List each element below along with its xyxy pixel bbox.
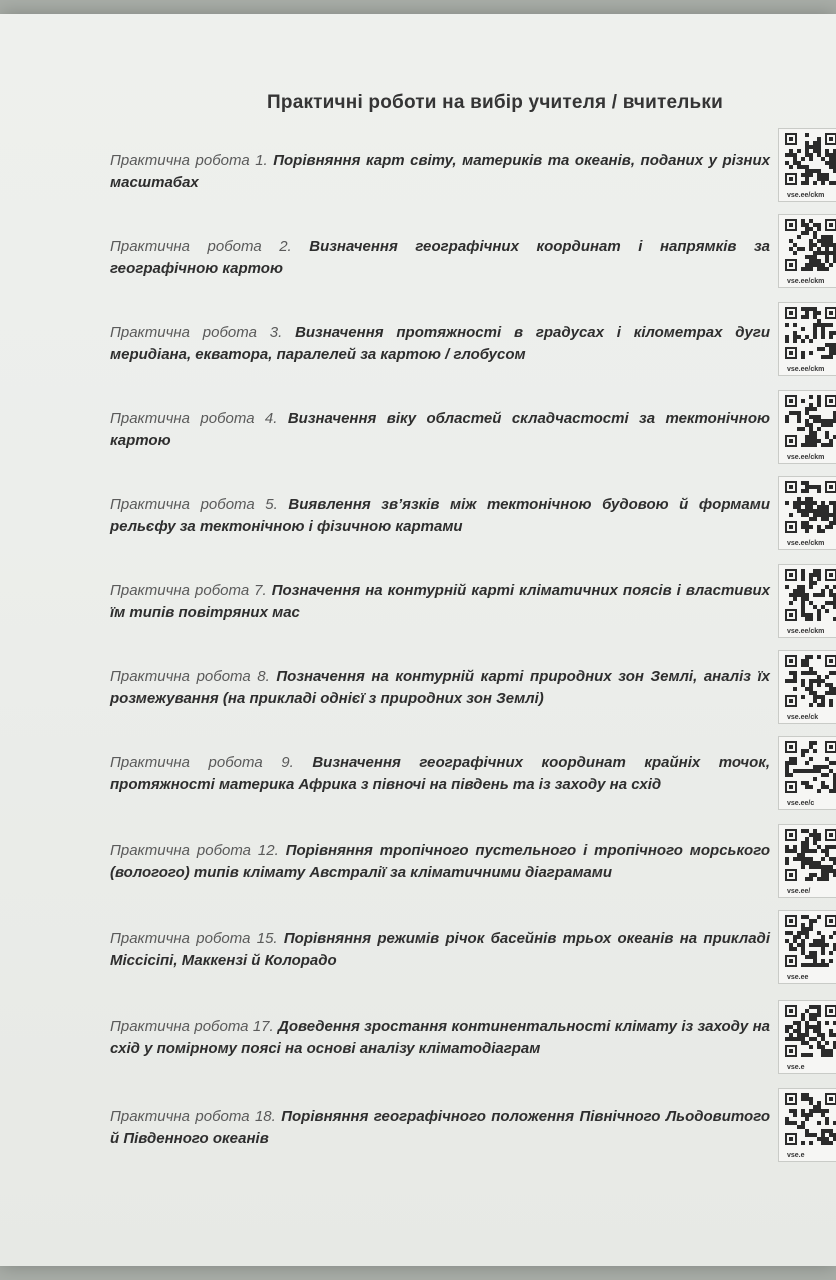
list-item <box>110 1016 770 1060</box>
work-number: Практична робота 5. <box>110 496 278 513</box>
qr-code[interactable] <box>778 564 836 638</box>
qr-code-icon <box>785 219 836 271</box>
qr-link-label: vse.e <box>787 1152 805 1159</box>
list-item <box>110 928 770 972</box>
work-title: Порівняння тропічного пустельного і тропічного морського (вологого) типів клімату Австралії за кліматичними діаграмами <box>110 842 771 881</box>
qr-link-label: vse.ee/ckm <box>787 192 825 199</box>
qr-code[interactable] <box>778 302 836 376</box>
qr-code[interactable] <box>778 736 836 810</box>
list-item <box>110 150 770 194</box>
list-item <box>110 666 770 710</box>
list-item <box>110 840 770 884</box>
work-number: Практична робота 15. <box>110 930 278 947</box>
qr-code[interactable] <box>778 390 836 464</box>
qr-code[interactable] <box>778 476 836 550</box>
qr-link-label: vse.ee/ckm <box>787 454 825 461</box>
list-item <box>110 322 770 366</box>
qr-code-icon <box>785 655 836 707</box>
qr-code-icon <box>785 829 836 881</box>
work-title: Порівняння режимів річок басейнів трьох океанів на прикладі Міссісіпі, Маккензі й Колорадо <box>110 930 770 969</box>
qr-link-label: vse.ee/ck <box>787 714 819 721</box>
work-number: Практична робота 9. <box>110 754 294 771</box>
work-number: Практична робота 2. <box>110 238 292 255</box>
list-item <box>110 236 770 280</box>
document-page <box>0 14 836 1266</box>
qr-code-icon <box>785 741 836 793</box>
qr-link-label: vse.ee/ckm <box>787 628 825 635</box>
qr-code[interactable] <box>778 824 836 898</box>
qr-link-label: vse.ee/ <box>787 888 811 895</box>
work-number: Практична робота 12. <box>110 842 279 859</box>
qr-link-label: vse.ee/ckm <box>787 278 825 285</box>
work-title: Визначення географічних координат і напрямків за географічною картою <box>110 238 770 277</box>
page-title: Практичні роботи на вибір учителя / вчительки <box>267 92 723 113</box>
qr-code-icon <box>785 569 836 621</box>
qr-code[interactable] <box>778 214 836 288</box>
qr-code-icon <box>785 307 836 359</box>
list-item <box>110 494 770 538</box>
work-title: Позначення на контурній карті природних зон Землі, аналіз їх розмежування (на прикладі однієї з природних зон Землі) <box>110 668 770 707</box>
qr-code-icon <box>785 915 836 967</box>
qr-link-label: vse.ee/c <box>787 800 815 807</box>
qr-code-icon <box>785 395 836 447</box>
work-number: Практична робота 17. <box>110 1018 274 1035</box>
list-item <box>110 1106 770 1150</box>
work-title: Порівняння карт світу, материків та океанів, поданих у різних масштабах <box>110 152 770 191</box>
work-title: Визначення віку областей складчастості за тектонічною картою <box>110 410 770 449</box>
list-item <box>110 752 770 796</box>
list-item <box>110 408 770 452</box>
qr-code[interactable] <box>778 1000 836 1074</box>
qr-code[interactable] <box>778 650 836 724</box>
work-number: Практична робота 7. <box>110 582 267 599</box>
qr-code-icon <box>785 1093 836 1145</box>
list-item <box>110 580 770 624</box>
qr-code-icon <box>785 481 836 533</box>
work-title: Визначення протяжності в градусах і кілометрах дуги меридіана, екватора, паралелей за картою / глобусом <box>110 324 771 363</box>
qr-code-icon <box>785 133 836 185</box>
qr-code-icon <box>785 1005 836 1057</box>
qr-code[interactable] <box>778 1088 836 1162</box>
work-title: Виявлення зв’язків між тектонічною будовою й формами рельєфу за тектонічною і фізичною картами <box>110 496 771 535</box>
work-title: Порівняння географічного положення Північного Льодовитого й Південного океанів <box>110 1108 770 1147</box>
qr-link-label: vse.ee/ckm <box>787 366 825 373</box>
qr-link-label: vse.e <box>787 1064 805 1071</box>
work-title: Позначення на контурній карті кліматичних поясів і властивих їм типів повітряних мас <box>110 582 771 621</box>
qr-link-label: vse.ee/ckm <box>787 540 825 547</box>
qr-code[interactable] <box>778 128 836 202</box>
work-number: Практична робота 18. <box>110 1108 276 1125</box>
work-number: Практична робота 8. <box>110 668 270 685</box>
work-title: Доведення зростання континентальності клімату із заходу на схід у помірному поясі на основі аналізу кліматодіаграм <box>110 1018 770 1057</box>
work-number: Практична робота 1. <box>110 152 268 169</box>
qr-link-label: vse.ee <box>787 974 809 981</box>
work-title: Визначення географічних координат крайніх точок, протяжності материка Африка з півночі на південь та із заходу на схід <box>110 754 770 793</box>
qr-code-column <box>778 14 836 1266</box>
work-number: Практична робота 4. <box>110 410 278 427</box>
work-number: Практична робота 3. <box>110 324 283 341</box>
qr-code[interactable] <box>778 910 836 984</box>
